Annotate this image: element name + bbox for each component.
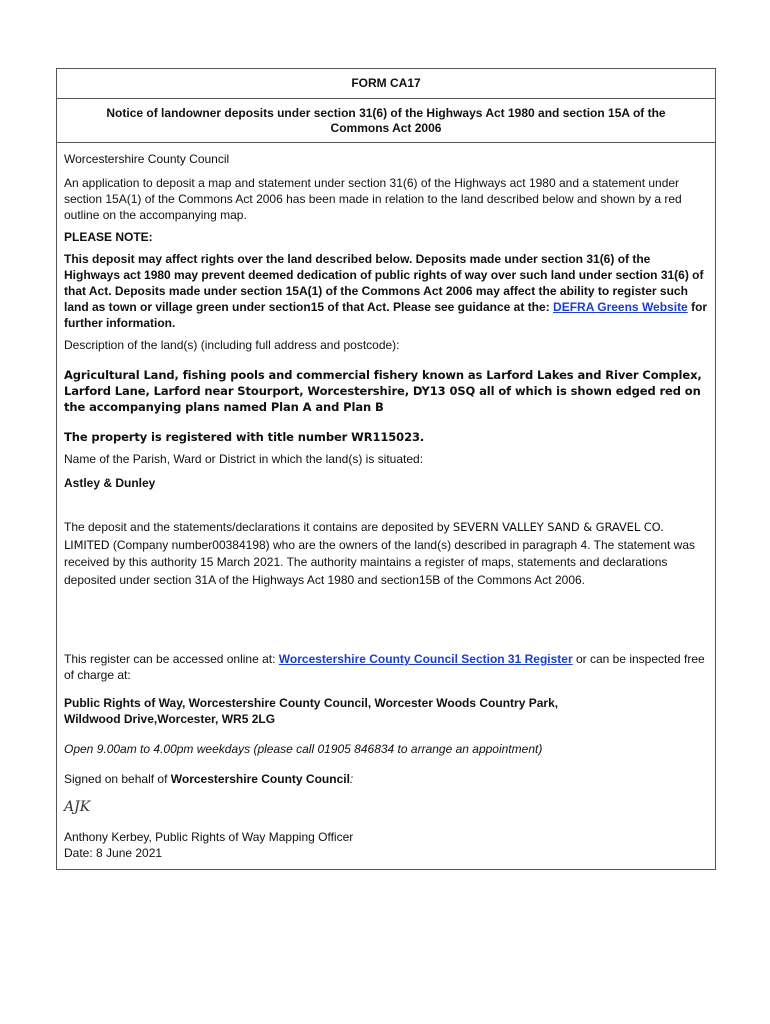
form-title: FORM CA17 [57,69,715,99]
depositor-name: SEVERN VALLEY SAND & GRAVEL CO. LIMITED [64,520,664,552]
please-note-body: This deposit may affect rights over the land described below. Deposits made under section 31(6) of the Highways act 1980 may prevent deemed dedication of public rights of way over such land under section 31(6) of that Act. Deposits made under section 15A(1) of the Commons Act 2006 may affect the ability to register such land as town or village green under section15 of that Act. Please see guidance at the: [64,252,704,314]
council-name: Worcestershire County Council [64,152,230,166]
deposit-pre: The deposit and the statements/declarations it contains are deposited by [64,520,453,534]
form-body [57,143,715,869]
land-description: Agricultural Land, fishing pools and commercial fishery known as Larford Lakes and River Complex, Larford Lane, Larford near Stourport, Worcestershire, DY13 0SQ all of which is shown edged red on the accompanying plans named Plan A and Plan B [64,368,702,414]
application-text: An application to deposit a map and statement under section 31(6) of the Highways act 1980 and a statement under section 15A(1) of the Commons Act 2006 has been made in relation to the land described below and shown by a red outline on the accompanying map. [64,176,682,222]
deposit-post: who are the owners of the land(s) described in paragraph 4. The statement was received by this authority 15 March 2021. The authority maintains a register of maps, statements and declarations deposited under section 31A of the Highways Act 1980 and section15B of the Commons Act 2006. [64,537,696,587]
form-subtitle: Notice of landowner deposits under section 31(6) of the Highways Act 1980 and section 15A of the Commons Act 2006 [57,99,715,143]
signed-on-behalf [64,771,708,787]
company-number: (Company number00384198) [109,537,270,552]
parish-label: Name of the Parish, Ward or District in which the land(s) is situated: [64,452,424,466]
signature: AJK [64,799,91,815]
signed-date: Date: 8 June 2021 [64,846,163,860]
please-note-heading: PLEASE NOTE: [64,230,153,244]
signed-pre: Signed on behalf of [64,772,171,786]
signed-colon: : [349,772,354,786]
register-text [64,651,708,683]
register-pre: This register can be accessed online at: [64,652,279,666]
address-line-1: Public Rights of Way, Worcestershire County Council, Worcester Woods Country Park, [64,696,559,710]
please-note-text [64,251,708,331]
form-ca17 [56,68,716,870]
please-note-suffix: for further information. [64,300,708,330]
signed-council: Worcestershire County Council [170,772,350,786]
opening-hours: Open 9.00am to 4.00pm weekdays (please call 01905 846834 to arrange an appointment) [64,742,543,756]
title-number: The property is registered with title number WR115023. [64,430,425,444]
signatory-name: Anthony Kerbey, Public Rights of Way Mapping Officer [64,830,354,844]
section-31-register-link[interactable]: Worcestershire County Council Section 31 Register [278,652,573,666]
description-label: Description of the land(s) (including full address and postcode): [64,338,400,352]
deposit-statement [64,519,708,589]
parish-name: Astley & Dunley [64,476,156,490]
register-post: or can be inspected free of charge at: [64,652,705,682]
address-line-2: Wildwood Drive,Worcester, WR5 2LG [64,712,276,726]
defra-greens-link[interactable]: DEFRA Greens Website [553,300,688,314]
